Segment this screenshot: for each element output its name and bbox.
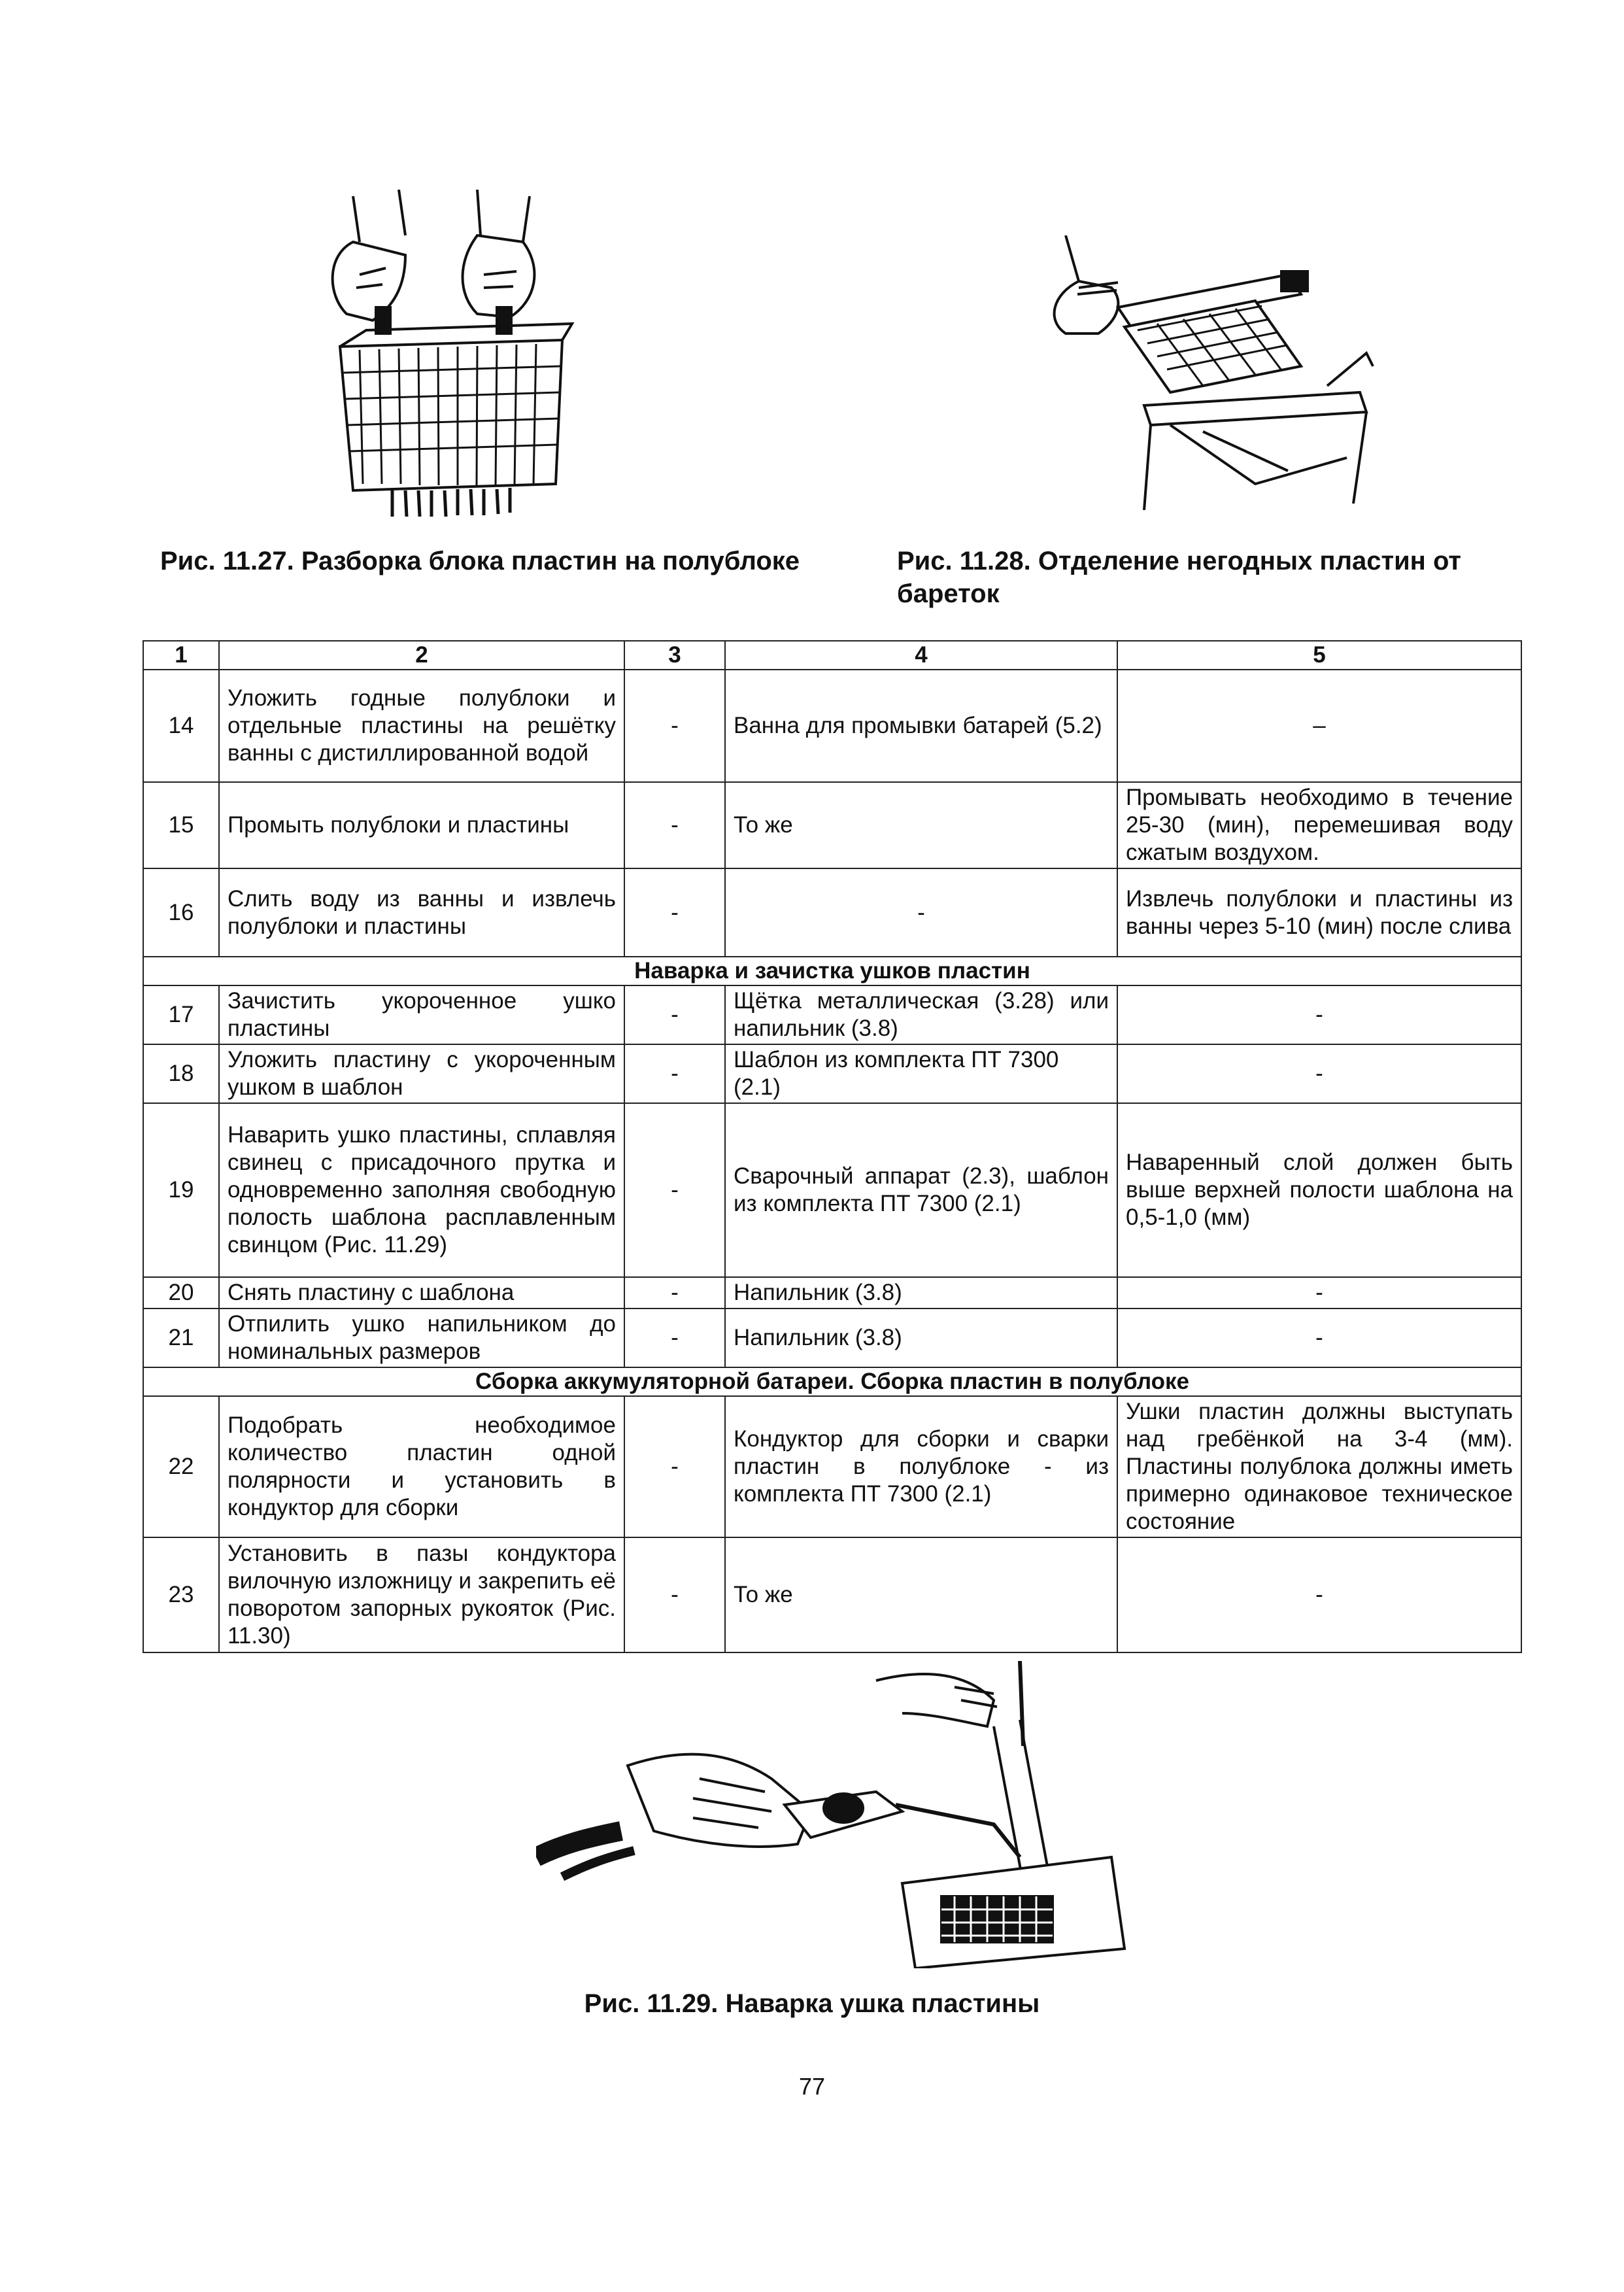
table-row — [143, 1308, 1521, 1367]
note-cell: Ушки пластин должны выступать над гребёнкой на 3-4 (мм). Пластины полублока должны иметь примерно одинаковое техническое состояние — [1117, 1396, 1521, 1537]
row-number: 19 — [143, 1103, 219, 1277]
note-cell: – — [1117, 670, 1521, 782]
process-table — [143, 640, 1522, 1653]
column-header: 5 — [1117, 641, 1521, 670]
note-cell: - — [1117, 1277, 1521, 1308]
figure-11-28-illustration — [1040, 235, 1386, 510]
table-row — [143, 1537, 1521, 1652]
tool-cell: То же — [725, 1537, 1117, 1652]
tool-cell: Щётка металлическая (3.28) или напильник (3.8) — [725, 985, 1117, 1044]
column3-cell: - — [624, 1396, 725, 1537]
column3-cell: - — [624, 1537, 725, 1652]
row-number: 15 — [143, 782, 219, 868]
column-header: 2 — [219, 641, 624, 670]
operation-cell: Наварить ушко пластины, сплавляя свинец с присадочного прутка и одновременно заполняя свободную полость шаблона расплавленным свинцом (Рис. 11.29) — [219, 1103, 624, 1277]
row-number: 17 — [143, 985, 219, 1044]
section-title: Сборка аккумуляторной батареи. Сборка пластин в полублоке — [143, 1367, 1521, 1396]
column3-cell: - — [624, 985, 725, 1044]
column3-cell: - — [624, 1103, 725, 1277]
row-number: 23 — [143, 1537, 219, 1652]
operation-cell: Уложить пластину с укороченным ушком в шаблон — [219, 1044, 624, 1103]
page-number: 77 — [798, 2073, 826, 2100]
note-cell: - — [1117, 985, 1521, 1044]
section-row — [143, 957, 1521, 985]
tool-cell: Кондуктор для сборки и сварки пластин в полублоке - из комплекта ПТ 7300 (2.1) — [725, 1396, 1117, 1537]
row-number: 21 — [143, 1308, 219, 1367]
figure-11-27-caption: Рис. 11.27. Разборка блока пластин на полублоке — [160, 547, 800, 575]
tool-cell: Напильник (3.8) — [725, 1308, 1117, 1367]
table-header-row — [143, 641, 1521, 670]
table-row — [143, 985, 1521, 1044]
column-header: 4 — [725, 641, 1117, 670]
column3-cell: - — [624, 868, 725, 957]
figure-11-27-illustration — [314, 190, 588, 517]
row-number: 14 — [143, 670, 219, 782]
table-row — [143, 1396, 1521, 1537]
table-row — [143, 1277, 1521, 1308]
column3-cell: - — [624, 670, 725, 782]
tool-cell: Ванна для промывки батарей (5.2) — [725, 670, 1117, 782]
column-header: 1 — [143, 641, 219, 670]
figure-11-28-caption-line1: Рис. 11.28. Отделение негодных пластин от — [897, 547, 1461, 575]
figure-11-28-caption-line2: бареток — [897, 579, 1000, 608]
operation-cell: Уложить годные полублоки и отдельные пластины на решётку ванны с дистиллированной водой — [219, 670, 624, 782]
column3-cell: - — [624, 1044, 725, 1103]
note-cell: - — [1117, 1308, 1521, 1367]
tool-cell: Сварочный аппарат (2.3), шаблон из комплекта ПТ 7300 (2.1) — [725, 1103, 1117, 1277]
section-row — [143, 1367, 1521, 1396]
column3-cell: - — [624, 1277, 725, 1308]
table-row — [143, 670, 1521, 782]
note-cell: - — [1117, 1537, 1521, 1652]
note-cell: Извлечь полублоки и пластины из ванны через 5-10 (мин) после слива — [1117, 868, 1521, 957]
table-row — [143, 782, 1521, 868]
tool-cell: То же — [725, 782, 1117, 868]
column3-cell: - — [624, 1308, 725, 1367]
operation-cell: Установить в пазы кондуктора вилочную изложницу и закрепить её поворотом запорных рукояток (Рис. 11.30) — [219, 1537, 624, 1652]
row-number: 20 — [143, 1277, 219, 1308]
column-header: 3 — [624, 641, 725, 670]
tool-cell: Шаблон из комплекта ПТ 7300 (2.1) — [725, 1044, 1117, 1103]
note-cell: - — [1117, 1044, 1521, 1103]
operation-cell: Слить воду из ванны и извлечь полублоки и пластины — [219, 868, 624, 957]
row-number: 22 — [143, 1396, 219, 1537]
table-row — [143, 868, 1521, 957]
figure-11-29-caption: Рис. 11.29. Наварка ушка пластины — [584, 1989, 1040, 2018]
table-row — [143, 1044, 1521, 1103]
table-row — [143, 1103, 1521, 1277]
tool-cell: - — [725, 868, 1117, 957]
operation-cell: Промыть полублоки и пластины — [219, 782, 624, 868]
operation-cell: Зачистить укороченное ушко пластины — [219, 985, 624, 1044]
figure-11-29-illustration — [536, 1661, 1138, 1968]
column3-cell: - — [624, 782, 725, 868]
section-title: Наварка и зачистка ушков пластин — [143, 957, 1521, 985]
tool-cell: Напильник (3.8) — [725, 1277, 1117, 1308]
note-cell: Промывать необходимо в течение 25-30 (мин), перемешивая воду сжатым воздухом. — [1117, 782, 1521, 868]
row-number: 16 — [143, 868, 219, 957]
operation-cell: Подобрать необходимое количество пластин одной полярности и установить в кондуктор для сборки — [219, 1396, 624, 1537]
note-cell: Наваренный слой должен быть выше верхней полости шаблона на 0,5-1,0 (мм) — [1117, 1103, 1521, 1277]
operation-cell: Отпилить ушко напильником до номинальных размеров — [219, 1308, 624, 1367]
row-number: 18 — [143, 1044, 219, 1103]
operation-cell: Снять пластину с шаблона — [219, 1277, 624, 1308]
